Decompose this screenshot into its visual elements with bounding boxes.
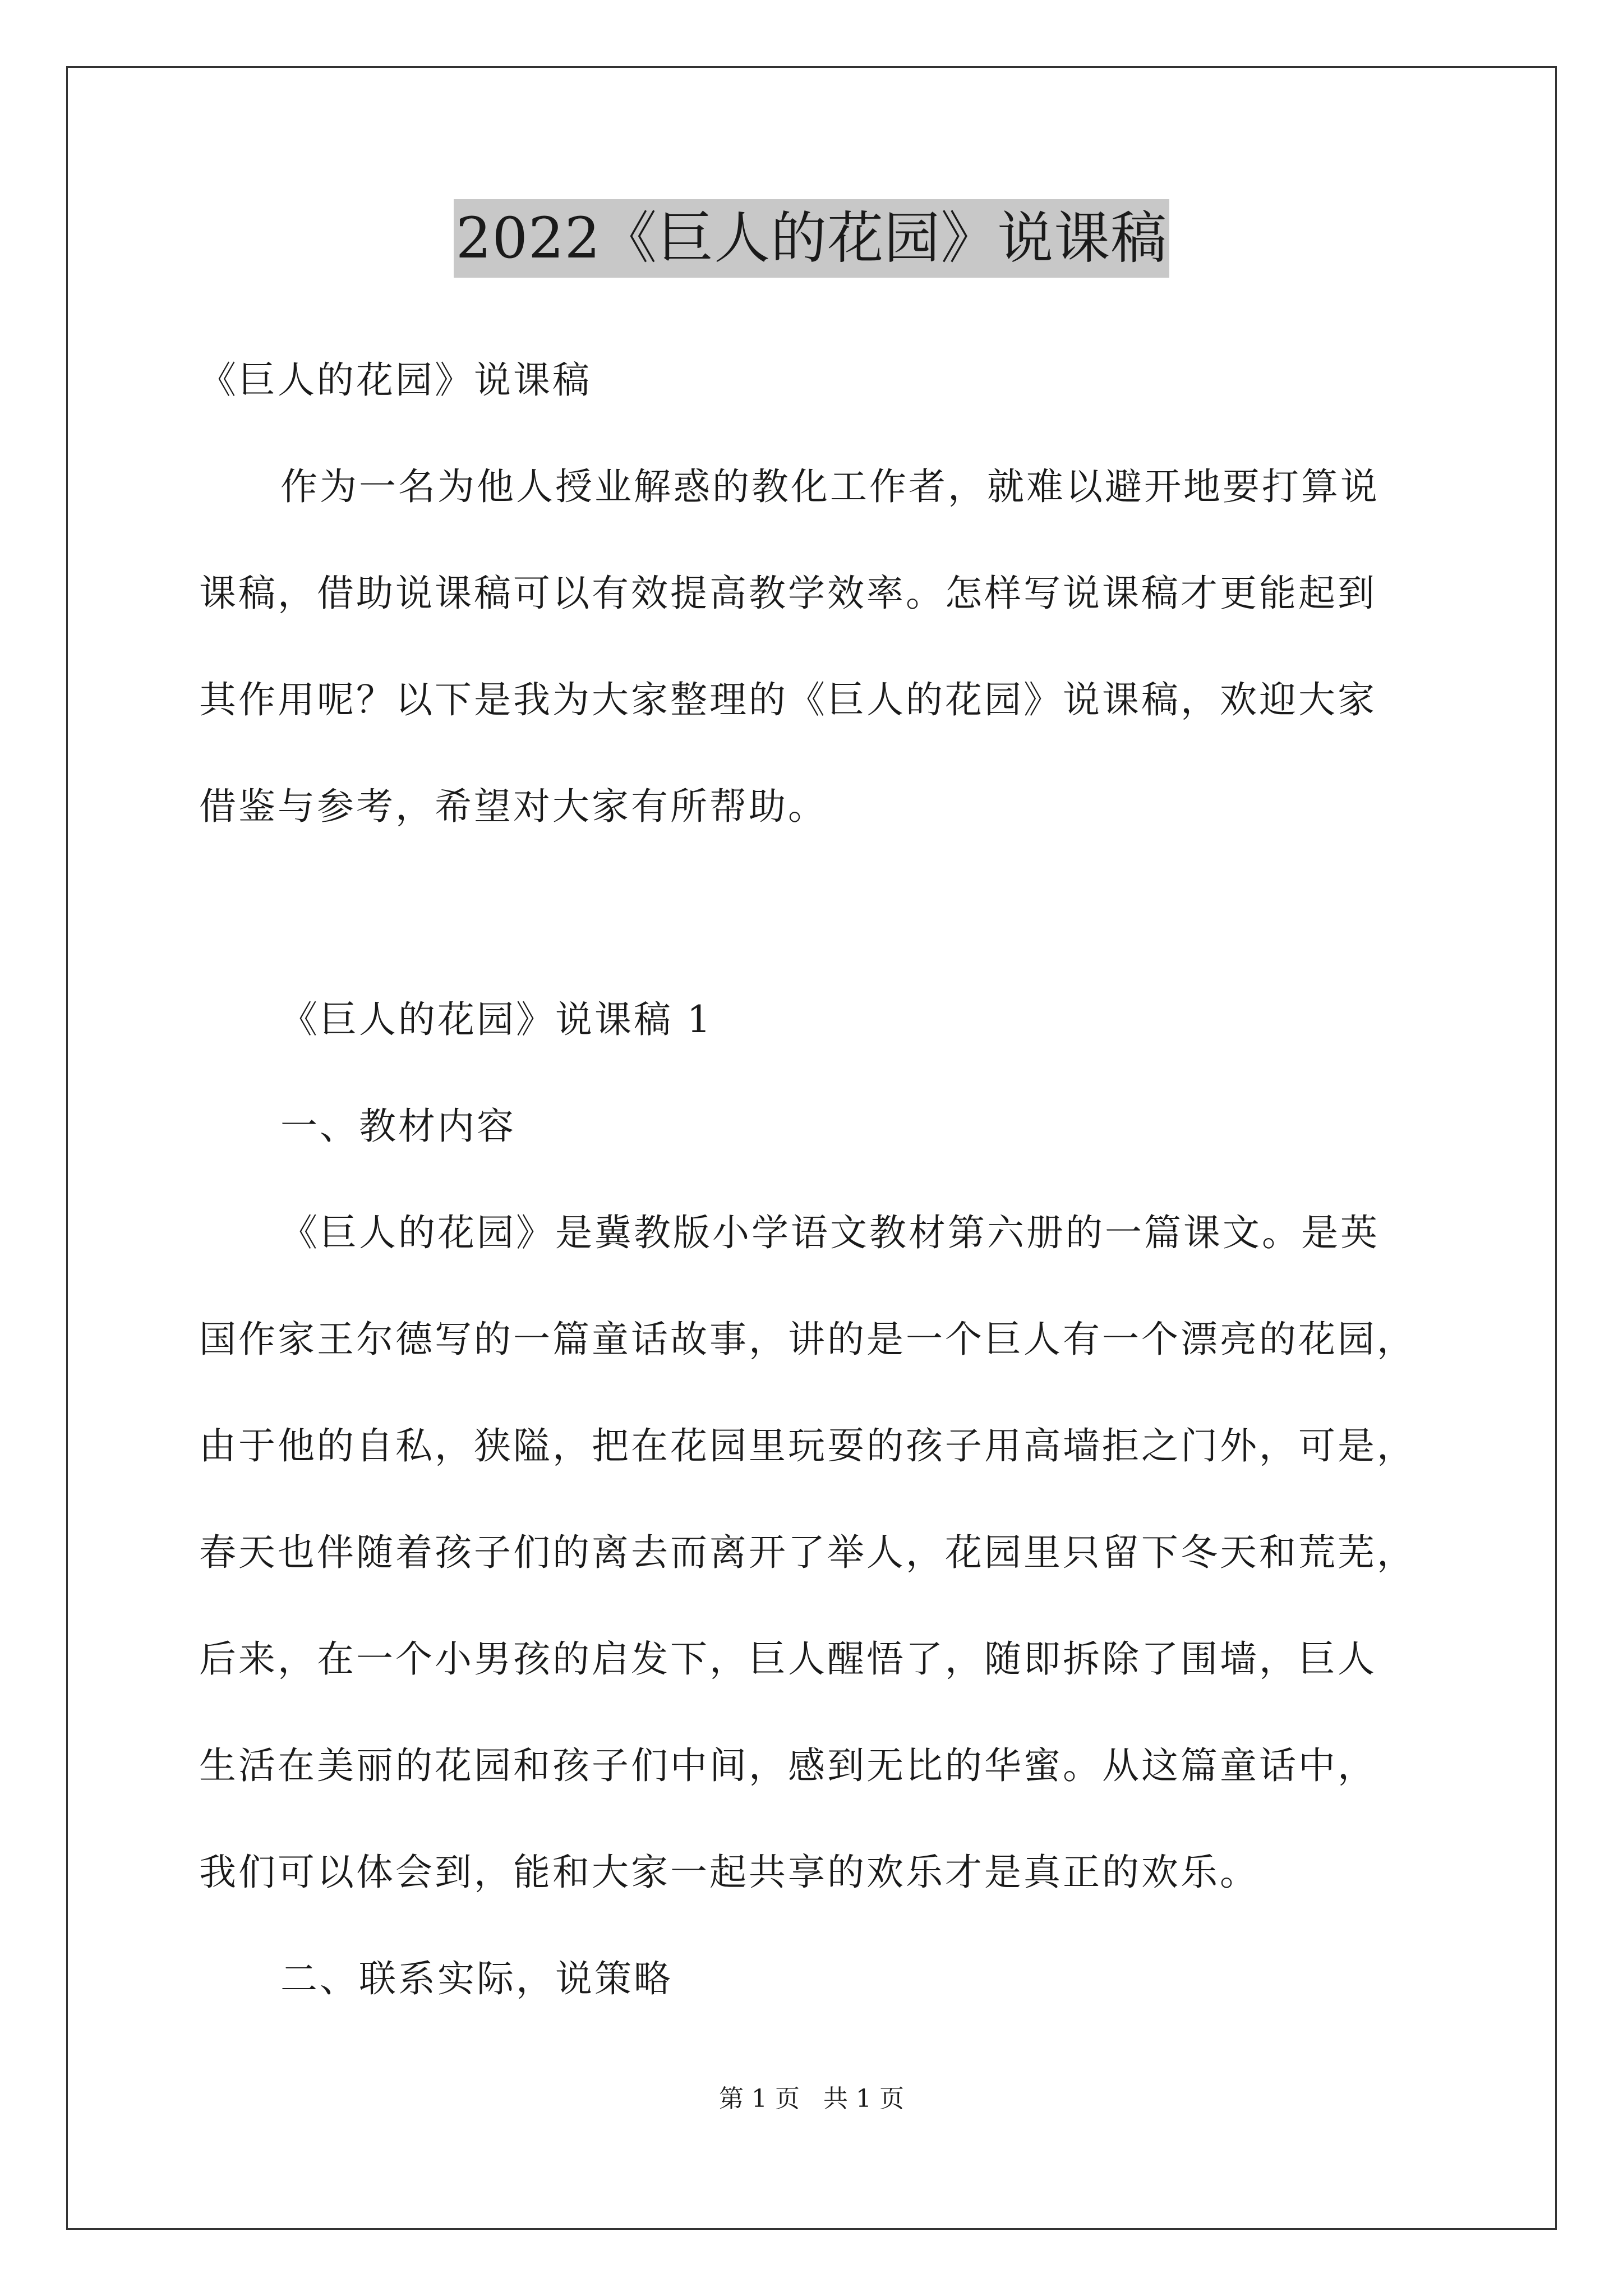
subtitle: 《巨人的花园》说课稿 [199, 358, 592, 402]
title-container [0, 199, 1623, 278]
intro-line: 课稿，借助说课稿可以有效提高教学效率。怎样写说课稿才更能起到 [199, 572, 1377, 615]
paragraph-line: 由于他的自私，狭隘，把在花园里玩耍的孩子用高墙拒之门外，可是， [199, 1424, 1416, 1467]
part-heading: 二、联系实际，说策略 [280, 1957, 673, 2000]
page-footer: 第 1 页 共 1 页 [719, 2085, 904, 2113]
paragraph-line: 我们可以体会到，能和大家一起共享的欢乐才是真正的欢乐。 [199, 1851, 1259, 1894]
intro-line: 借鉴与参考，希望对大家有所帮助。 [199, 785, 827, 828]
intro-line: 作为一名为他人授业解惑的教化工作者，就难以避开地要打算说 [280, 465, 1380, 508]
paragraph-line: 国作家王尔德写的一篇童话故事，讲的是一个巨人有一个漂亮的花园， [199, 1318, 1416, 1361]
document-title: 2022《巨人的花园》说课稿 [454, 199, 1170, 278]
part-heading: 一、教材内容 [280, 1105, 516, 1148]
intro-line: 其作用呢？以下是我为大家整理的《巨人的花园》说课稿，欢迎大家 [199, 678, 1377, 721]
paragraph-line: 春天也伴随着孩子们的离去而离开了举人，花园里只留下冬天和荒芜， [199, 1531, 1416, 1574]
section-heading: 《巨人的花园》说课稿 1 [280, 998, 713, 1041]
paragraph-line: 《巨人的花园》是冀教版小学语文教材第六册的一篇课文。是英 [280, 1211, 1380, 1254]
paragraph-line: 后来，在一个小男孩的启发下，巨人醒悟了，随即拆除了围墙，巨人 [199, 1637, 1377, 1681]
paragraph-line: 生活在美丽的花园和孩子们中间，感到无比的华蜜。从这篇童话中， [199, 1744, 1377, 1787]
